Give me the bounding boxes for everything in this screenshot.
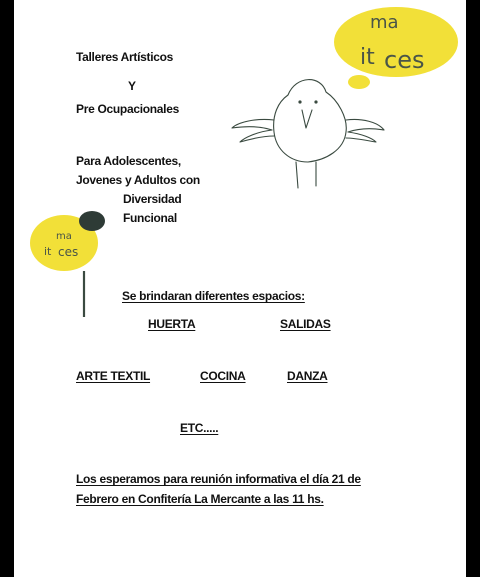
audience-line-3: Diversidad bbox=[123, 192, 182, 206]
logo-text-it: it bbox=[360, 45, 375, 70]
bird-eye-right bbox=[314, 100, 317, 103]
bird-eye-left bbox=[298, 100, 301, 103]
etc-text: ETC..... bbox=[180, 421, 219, 435]
title-line-1: Talleres Artísticos bbox=[76, 50, 174, 64]
invite-line-1: Los esperamos para reunión informativa el día 21 de bbox=[76, 472, 361, 486]
flyer-page bbox=[14, 0, 466, 577]
signpost-text-it: it bbox=[44, 245, 52, 258]
space-cocina: COCINA bbox=[200, 369, 246, 383]
logo-signpost bbox=[28, 205, 108, 320]
audience-line-2: Jovenes y Adultos con bbox=[76, 173, 200, 187]
space-salidas: SALIDAS bbox=[280, 317, 331, 331]
bird-illustration bbox=[226, 70, 396, 195]
spaces-intro: Se brindaran diferentes espacios: bbox=[122, 289, 305, 303]
audience-line-4: Funcional bbox=[123, 211, 177, 225]
signpost-dot bbox=[79, 211, 105, 231]
title-connector: Y bbox=[128, 79, 136, 93]
space-danza: DANZA bbox=[287, 369, 328, 383]
signpost-text-ces: ces bbox=[58, 245, 79, 259]
title-line-2: Pre Ocupacionales bbox=[76, 102, 179, 116]
invite-line-2: Febrero en Confitería La Mercante a las 11 hs. bbox=[76, 492, 324, 506]
signpost-text-ma: ma bbox=[56, 231, 72, 242]
space-huerta: HUERTA bbox=[148, 317, 196, 331]
audience-line-1: Para Adolescentes, bbox=[76, 154, 181, 168]
logo-text-ma: ma bbox=[370, 12, 399, 33]
space-arte-textil: ARTE TEXTIL bbox=[76, 369, 151, 383]
logo-text-ces: ces bbox=[384, 46, 425, 74]
